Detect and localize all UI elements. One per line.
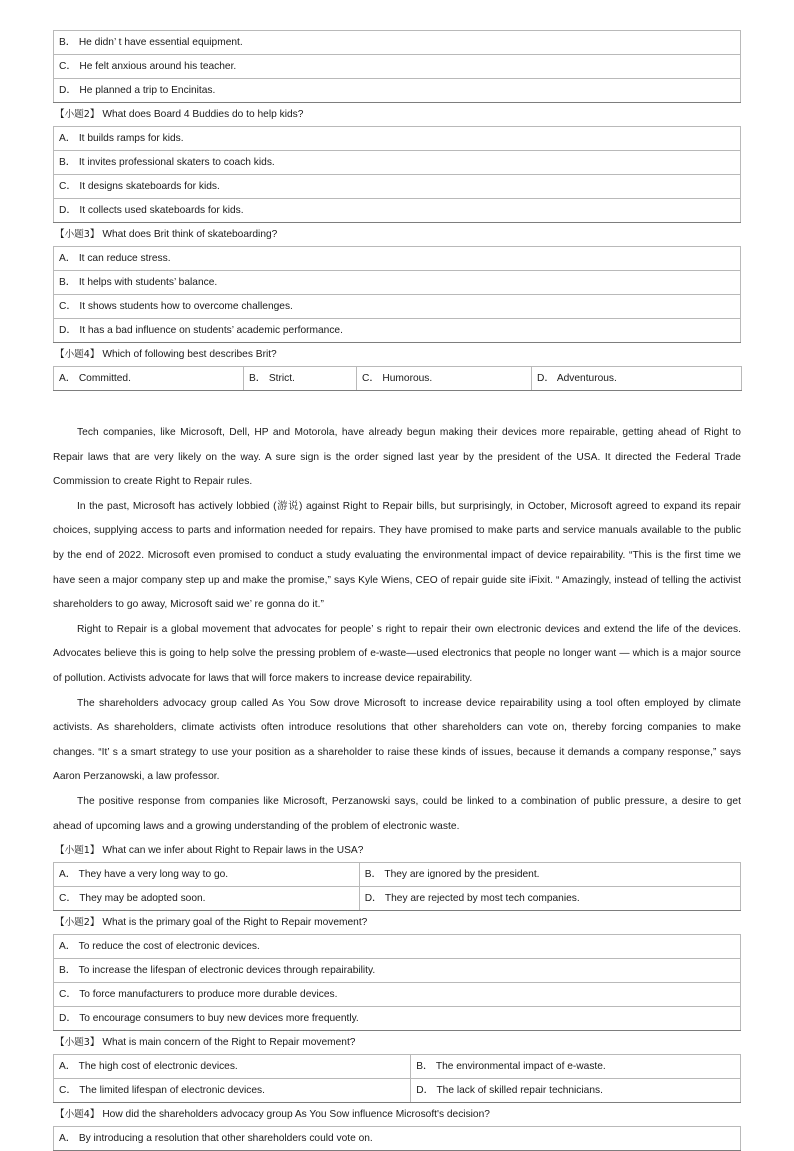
table-row [54, 863, 741, 887]
option-cell [54, 79, 741, 103]
option-text: It has a bad influence on students’ academic performance. [79, 325, 343, 336]
table-row [54, 367, 742, 391]
option-cell [54, 1055, 411, 1079]
option-cell [54, 295, 741, 319]
option-text: The high cost of electronic devices. [78, 1061, 238, 1073]
table-row [54, 1055, 741, 1079]
question-text: What is the primary goal of the Right to Repair movement? [102, 916, 368, 928]
option-cell [411, 1079, 741, 1103]
table-row [54, 55, 741, 79]
question-mark: 【小题3】 [55, 1036, 100, 1048]
option-cell [54, 127, 741, 151]
option-text: The environmental impact of e-waste. [435, 1061, 606, 1073]
question-mark: 【小题4】 [55, 1108, 100, 1120]
option-label: D． [59, 205, 77, 216]
question-text: What can we infer about Right to Repair laws in the USA? [102, 844, 364, 856]
table-row [54, 935, 741, 959]
question-mark: 【小题4】 [55, 348, 100, 360]
option-cell [54, 319, 741, 343]
option-text: Committed. [78, 373, 131, 384]
table-row [54, 151, 741, 175]
section-gap [53, 391, 741, 421]
option-text: He planned a trip to Encinitas. [79, 85, 216, 96]
option-text: It collects used skateboards for kids. [79, 205, 244, 216]
option-cell [54, 31, 741, 55]
option-cell [54, 1127, 741, 1151]
question-stem [53, 911, 741, 934]
option-label: C． [59, 61, 77, 72]
options-table-p2-q4 [53, 1126, 741, 1151]
option-cell [54, 175, 741, 199]
passage-paragraph: In the past, Microsoft has actively lobbied (游说) against Right to Repair bills, but surprisingly, in October, Microsoft agreed to expand its repair choices, supplying access to parts and information needed for repairs. They have promised to make parts and service manuals available to the public by the end of 2022. Microsoft even promised to conduct a study evaluating the environmental impact of device repairability. “This is the first time we have seen a major company step up and make the promise,” says Kyle Wiens, CEO of repair guide site iFixit. “ Amazingly, instead of telling the activist shareholders to go away, Microsoft said we’ re gonna do it.” [53, 500, 741, 611]
option-label: A． [59, 373, 76, 384]
option-cell [54, 863, 360, 887]
table-row [54, 31, 741, 55]
question-mark: 【小题1】 [55, 844, 100, 856]
option-cell [244, 367, 357, 391]
option-cell [54, 887, 360, 911]
option-label: A． [59, 941, 76, 953]
option-cell [54, 935, 741, 959]
passage-paragraph: The shareholders advocacy group called As You Sow drove Microsoft to increase device repairability using a tool often employed by climate activists. As shareholders, climate activists often introduce resolutions that other shareholders can vote on, thereby forcing companies to make changes. “It’ s a smart strategy to use your position as a shareholder to raise these kinds of issues, because it demands a company response,” says Aaron Perzanowski, a law professor. [53, 697, 741, 783]
table-row [54, 199, 741, 223]
option-text: It builds ramps for kids. [78, 133, 184, 144]
question-stem [53, 343, 741, 366]
option-text: To reduce the cost of electronic devices. [78, 941, 260, 953]
option-label: D． [59, 85, 77, 96]
option-text: The limited lifespan of electronic devices. [79, 1085, 265, 1097]
table-row [54, 959, 741, 983]
passage-paragraph: Tech companies, like Microsoft, Dell, HP and Motorola, have already begun making their devices more repairable, getting ahead of Right to Repair laws that are very likely on the way. A sure sign is the order signed last year by the president of the USA. It directed the Federal Trade Commission to create Right to Repair rules. [53, 427, 741, 488]
option-cell [357, 367, 532, 391]
passage-paragraph: Right to Repair is a global movement that advocates for people’ s right to repair their own electronic devices and extend the life of the devices. Advocates believe this is going to help solve the pressing problem of e-waste—used electronics that people no longer want — which is a major source of pollution. Activists advocate for laws that will force makers to increase device repairability. [53, 623, 741, 684]
option-cell [54, 983, 741, 1007]
passage-paragraph: The positive response from companies like Microsoft, Perzanowski says, could be linked to a combination of public pressure, a desire to get ahead of upcoming laws and a growing understanding of the problem of electronic waste. [53, 795, 741, 832]
question-stem [53, 839, 741, 862]
option-cell [359, 863, 740, 887]
table-row [54, 79, 741, 103]
table-row [54, 175, 741, 199]
table-row [54, 247, 741, 271]
option-cell [54, 247, 741, 271]
option-text: To increase the lifespan of electronic devices through repairability. [78, 965, 376, 977]
option-label: C． [59, 301, 77, 312]
table-row [54, 271, 741, 295]
question-text: What is main concern of the Right to Repair movement? [102, 1036, 356, 1048]
option-text: It designs skateboards for kids. [79, 181, 220, 192]
option-label: D． [59, 325, 77, 336]
question-stem [53, 223, 741, 246]
options-table-q1-continued [53, 30, 741, 103]
table-row [54, 1127, 741, 1151]
table-row [54, 983, 741, 1007]
question-mark: 【小题3】 [55, 228, 100, 240]
question-stem [53, 103, 741, 126]
table-row [54, 1007, 741, 1031]
option-label: A． [59, 1133, 76, 1145]
question-mark: 【小题2】 [55, 916, 100, 928]
option-text: It invites professional skaters to coach kids. [78, 157, 275, 168]
options-table-p2-q3 [53, 1054, 741, 1103]
option-label: D． [416, 1085, 434, 1097]
option-label: D． [364, 893, 383, 905]
option-label: B． [59, 277, 76, 288]
options-table-p2-q1 [53, 862, 741, 911]
option-text: It shows students how to overcome challenges. [79, 301, 293, 312]
option-text: They may be adopted soon. [79, 893, 206, 905]
option-text: Humorous. [382, 373, 433, 384]
table-row [54, 1079, 741, 1103]
option-cell [54, 1007, 741, 1031]
question-text: What does Board 4 Buddies do to help kids? [102, 108, 304, 120]
table-row [54, 127, 741, 151]
option-text: It helps with students’ balance. [78, 277, 218, 288]
option-label: B． [59, 965, 76, 977]
option-text: Adventurous. [556, 373, 617, 384]
option-label: C． [362, 373, 380, 384]
option-label: B． [59, 157, 76, 168]
option-cell [54, 55, 741, 79]
option-label: C． [59, 893, 77, 905]
option-text: The lack of skilled repair technicians. [436, 1085, 603, 1097]
option-text: By introducing a resolution that other shareholders could vote on. [78, 1133, 373, 1145]
table-row [54, 319, 741, 343]
option-text: Strict. [268, 373, 295, 384]
option-label: B． [59, 37, 76, 48]
option-text: To force manufacturers to produce more durable devices. [79, 989, 338, 1001]
question-text: Which of following best describes Brit? [102, 348, 277, 360]
option-label: B． [416, 1061, 434, 1073]
options-table-p1-q4 [53, 366, 742, 391]
option-label: A． [59, 1061, 76, 1073]
option-label: A． [59, 253, 76, 264]
option-label: C． [59, 1085, 77, 1097]
options-table-p2-q2 [53, 934, 741, 1031]
option-label: D． [59, 1013, 77, 1025]
option-cell [54, 1079, 411, 1103]
question-stem [53, 1103, 741, 1126]
options-table-p1-q2 [53, 126, 741, 223]
option-cell [54, 199, 741, 223]
option-label: A． [59, 133, 76, 144]
question-mark: 【小题2】 [55, 108, 100, 120]
option-cell [411, 1055, 741, 1079]
option-label: B． [249, 373, 266, 384]
option-cell [54, 959, 741, 983]
option-text: It can reduce stress. [78, 253, 171, 264]
option-text: They have a very long way to go. [78, 869, 229, 881]
option-text: They are rejected by most tech companies. [384, 893, 580, 905]
option-text: They are ignored by the president. [384, 869, 540, 881]
option-cell [54, 367, 244, 391]
option-label: C． [59, 181, 77, 192]
option-cell [54, 271, 741, 295]
options-table-p1-q3 [53, 246, 741, 343]
option-text: To encourage consumers to buy new devices more frequently. [79, 1013, 359, 1025]
option-label: C． [59, 989, 77, 1001]
question-stem [53, 1031, 741, 1054]
option-cell [532, 367, 742, 391]
option-cell [359, 887, 740, 911]
table-row [54, 887, 741, 911]
option-label: B． [364, 869, 382, 881]
option-label: D． [537, 373, 555, 384]
option-cell [54, 151, 741, 175]
option-label: A． [59, 869, 76, 881]
option-text: He didn’ t have essential equipment. [78, 37, 243, 48]
option-text: He felt anxious around his teacher. [79, 61, 237, 72]
table-row [54, 295, 741, 319]
question-text: What does Brit think of skateboarding? [102, 228, 278, 240]
question-text: How did the shareholders advocacy group As You Sow influence Microsoft's decision? [102, 1108, 490, 1120]
